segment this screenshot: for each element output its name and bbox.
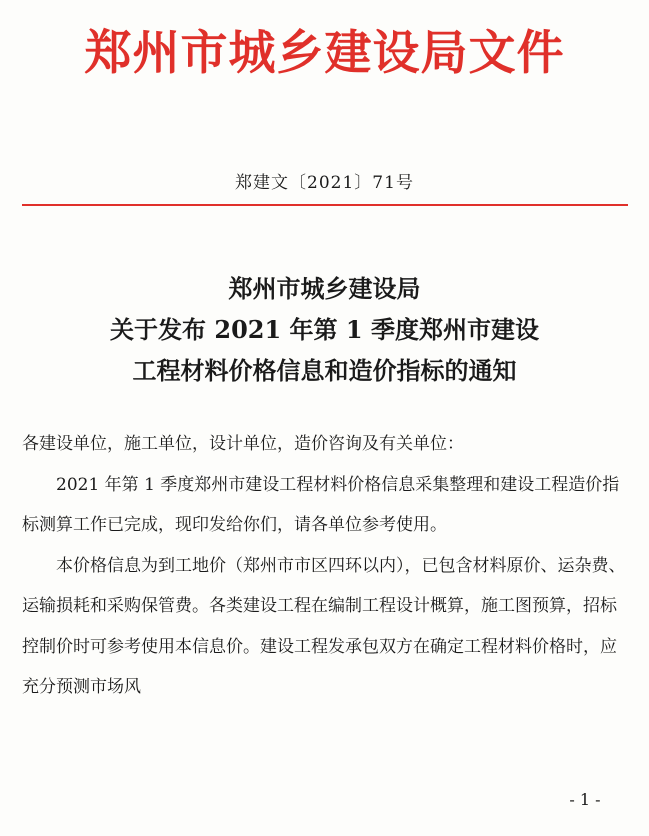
notice-title-line-2: 关于发布 2021 年第 1 季度郑州市建设 xyxy=(110,315,539,344)
notice-title xyxy=(0,268,649,391)
body-paragraph-1: 2021 年第 1 季度郑州市建设工程材料价格信息采集整理和建设工程造价指标测算工作已完成，现印发给你们，请各单位参考使用。 xyxy=(22,474,620,535)
body-paragraph-2: 本价格信息为到工地价（郑州市市区四环以内），已包含材料原价、运杂费、运输损耗和采购保管费。各类建设工程在编制工程设计概算，施工图预算，招标控制价时可参考使用本信息价。建设工程发承包双方在确定工程材料价格时，应充分预测市场风 xyxy=(22,555,626,697)
document-number: 郑建文〔2021〕71号 xyxy=(235,173,414,193)
notice-body xyxy=(22,424,632,708)
salutation: 各建设单位，施工单位，设计单位，造价咨询及有关单位： xyxy=(22,434,464,454)
issuing-authority-header: 郑州市城乡建设局文件 xyxy=(84,26,565,81)
red-divider-line xyxy=(22,204,628,206)
page-number: - 1 - xyxy=(569,790,601,809)
notice-title-line-3: 工程材料价格信息和造价指标的通知 xyxy=(132,356,517,385)
notice-title-line-1: 郑州市城乡建设局 xyxy=(228,274,421,303)
